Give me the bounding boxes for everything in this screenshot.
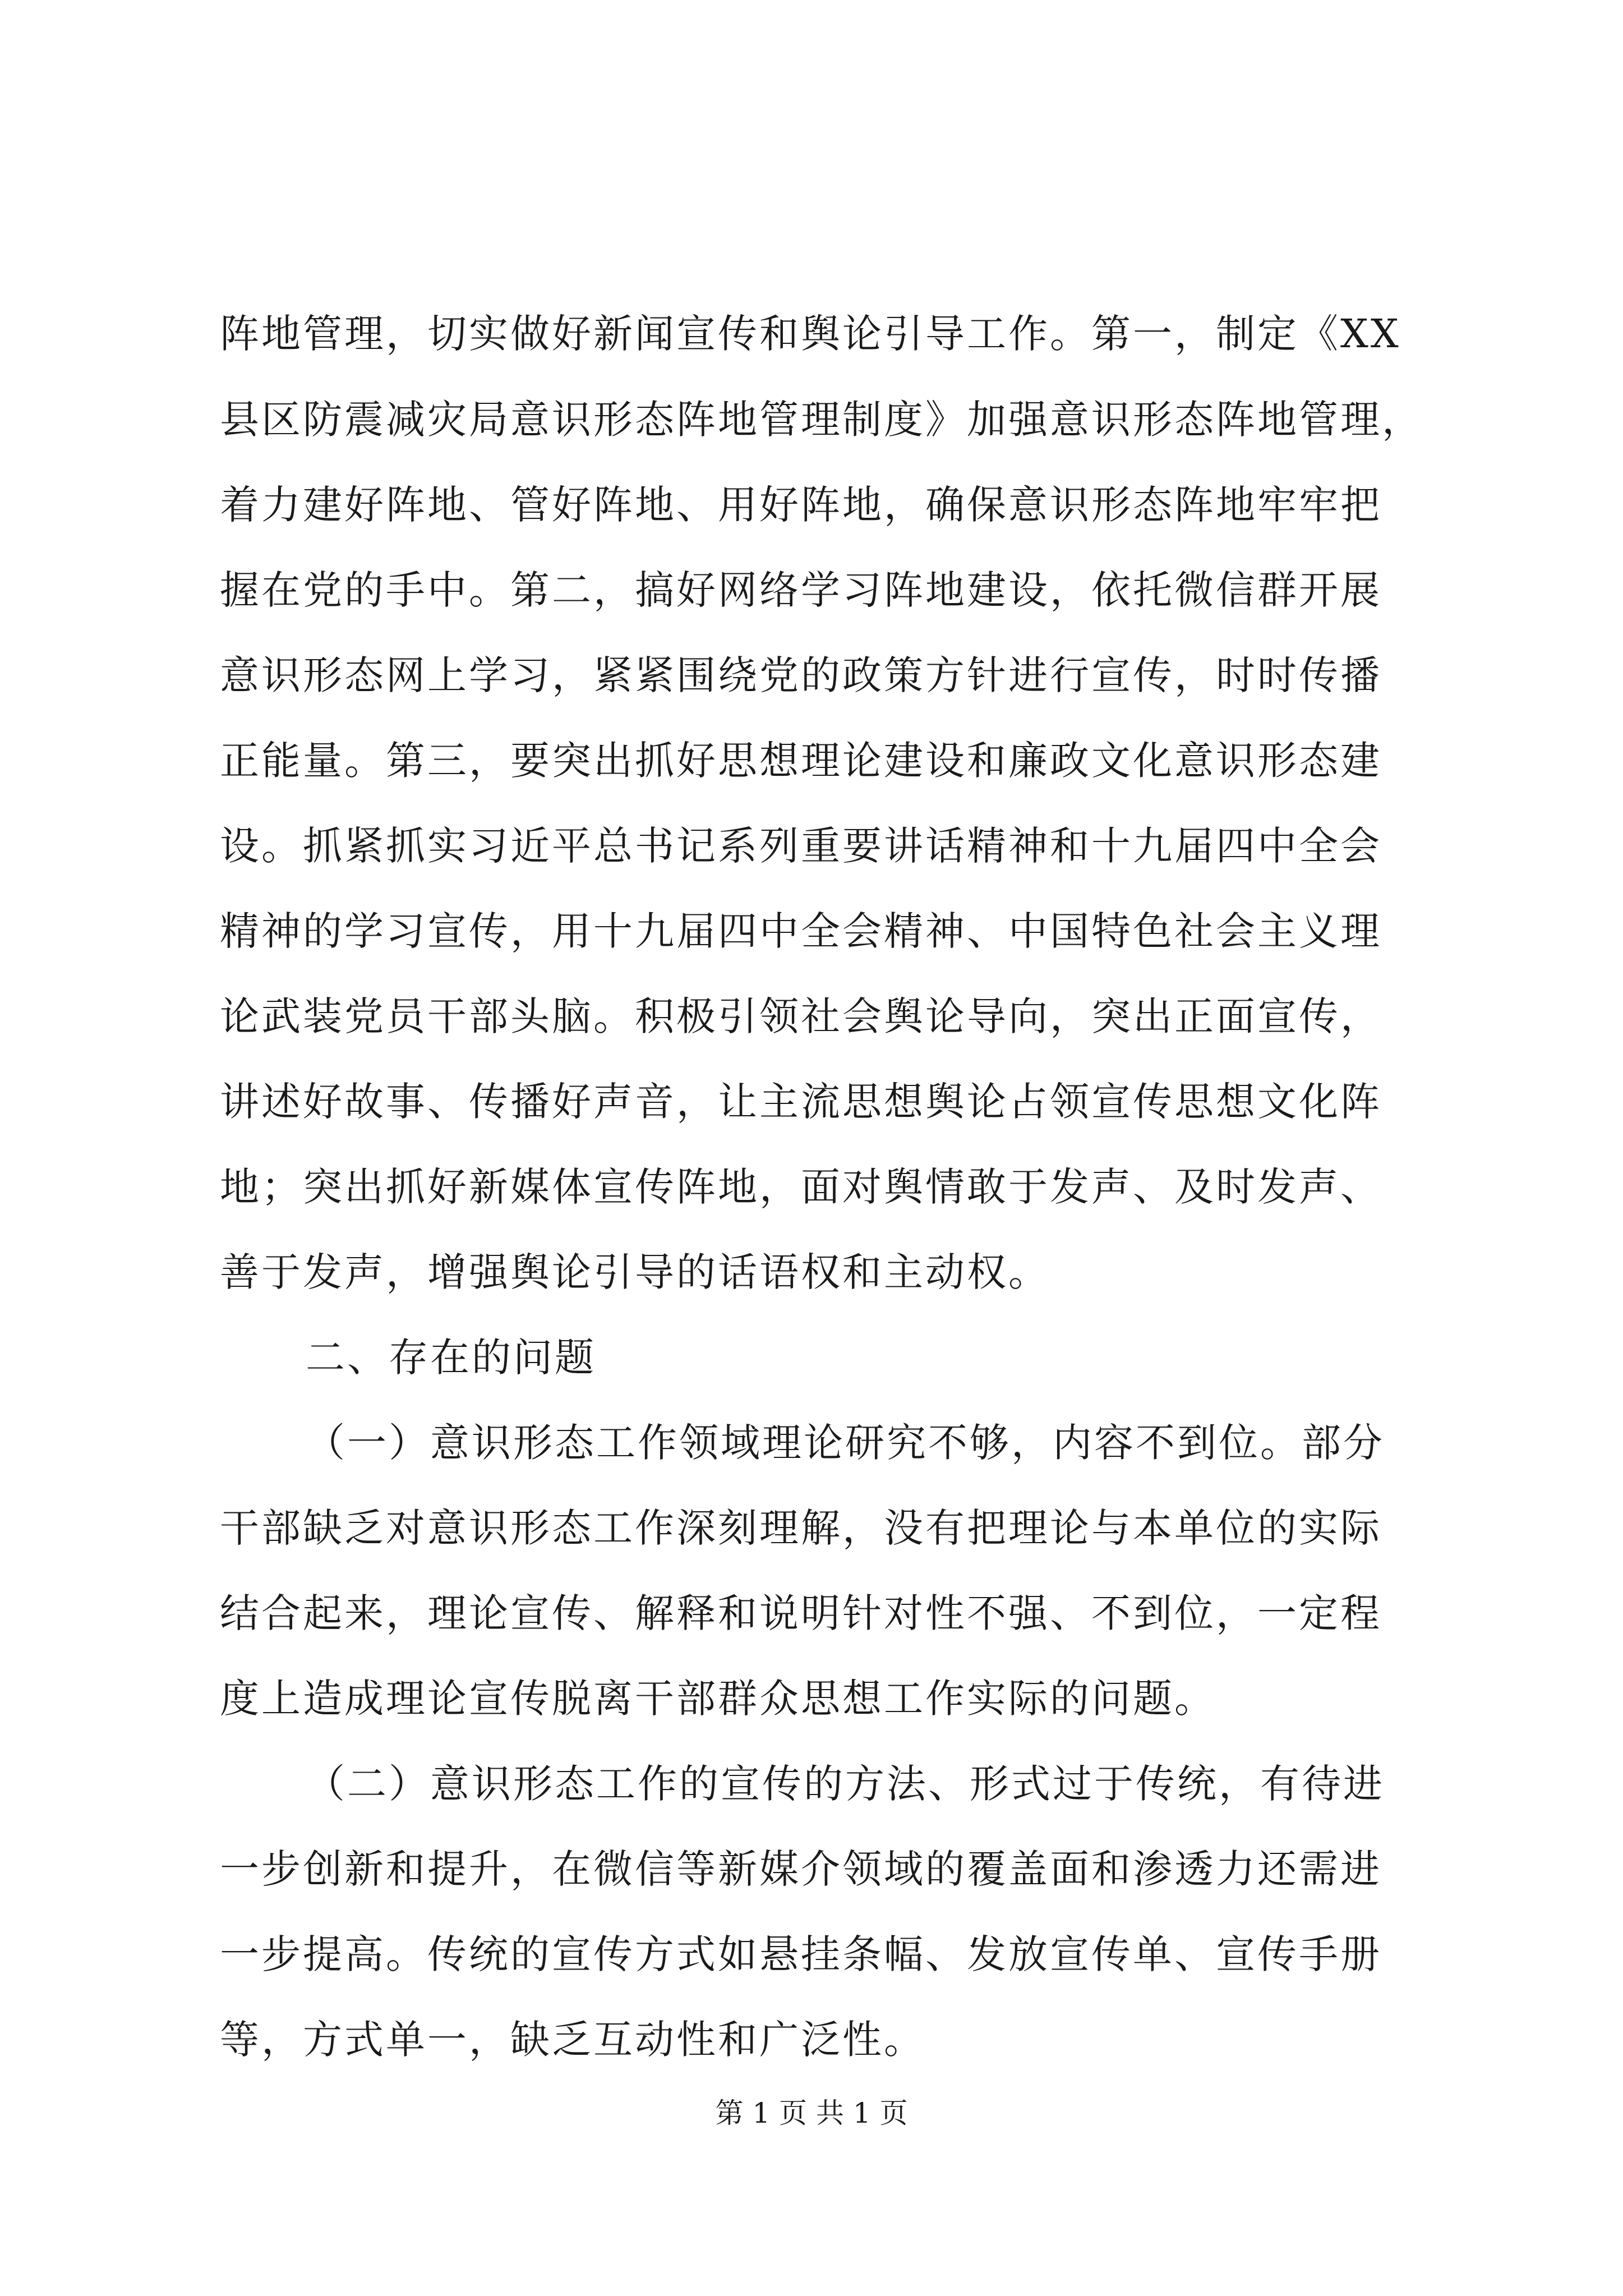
body-line-9: 论武装党员干部头脑。积极引领社会舆论导向，突出正面宣传， <box>220 993 1382 1039</box>
body-line-17: 度上造成理论宣传脱离干部群众思想工作实际的问题。 <box>220 1676 1216 1722</box>
body-line-6: 正能量。第三，要突出抓好思想理论建设和廉政文化意识形态建 <box>220 738 1382 784</box>
body-line-14: （一）意识形态工作领域理论研究不够，内容不到位。部分 <box>306 1420 1385 1466</box>
body-line-10: 讲述好故事、传播好声音，让主流思想舆论占领宣传思想文化阵 <box>220 1079 1382 1125</box>
body-line-16: 结合起来，理论宣传、解释和说明针对性不强、不到位，一定程 <box>220 1590 1382 1636</box>
body-line-7: 设。抓紧抓实习近平总书记系列重要讲话精神和十九届四中全会 <box>220 823 1382 869</box>
body-line-15: 干部缺乏对意识形态工作深刻理解，没有把理论与本单位的实际 <box>220 1505 1382 1551</box>
body-line-19: 一步创新和提升，在微信等新媒介领域的覆盖面和渗透力还需进 <box>220 1846 1382 1892</box>
section-heading: 二、存在的问题 <box>306 1335 596 1381</box>
body-line-20: 一步提高。传统的宣传方式如悬挂条幅、发放宣传单、宣传手册 <box>220 1931 1382 1977</box>
page-footer: 第 1 页 共 1 页 <box>715 2097 908 2129</box>
body-line-12: 善于发声，增强舆论引导的话语权和主动权。 <box>220 1249 1050 1295</box>
body-line-11: 地；突出抓好新媒体宣传阵地，面对舆情敢于发声、及时发声、 <box>220 1164 1382 1210</box>
body-line-18: （二）意识形态工作的宣传的方法、形式过于传统，有待进 <box>306 1761 1385 1807</box>
body-line-2: 县区防震减灾局意识形态阵地管理制度》加强意识形态阵地管理， <box>220 397 1423 443</box>
body-line-1: 阵地管理，切实做好新闻宣传和舆论引导工作。第一，制定《XX <box>220 311 1401 357</box>
body-line-8: 精神的学习宣传，用十九届四中全会精神、中国特色社会主义理 <box>220 908 1382 954</box>
body-line-21: 等，方式单一，缺乏互动性和广泛性。 <box>220 2017 925 2063</box>
body-line-3: 着力建好阵地、管好阵地、用好阵地，确保意识形态阵地牢牢把 <box>220 482 1382 528</box>
body-line-5: 意识形态网上学习，紧紧围绕党的政策方针进行宣传，时时传播 <box>220 652 1382 698</box>
body-line-4: 握在党的手中。第二，搞好网络学习阵地建设，依托微信群开展 <box>220 567 1382 613</box>
